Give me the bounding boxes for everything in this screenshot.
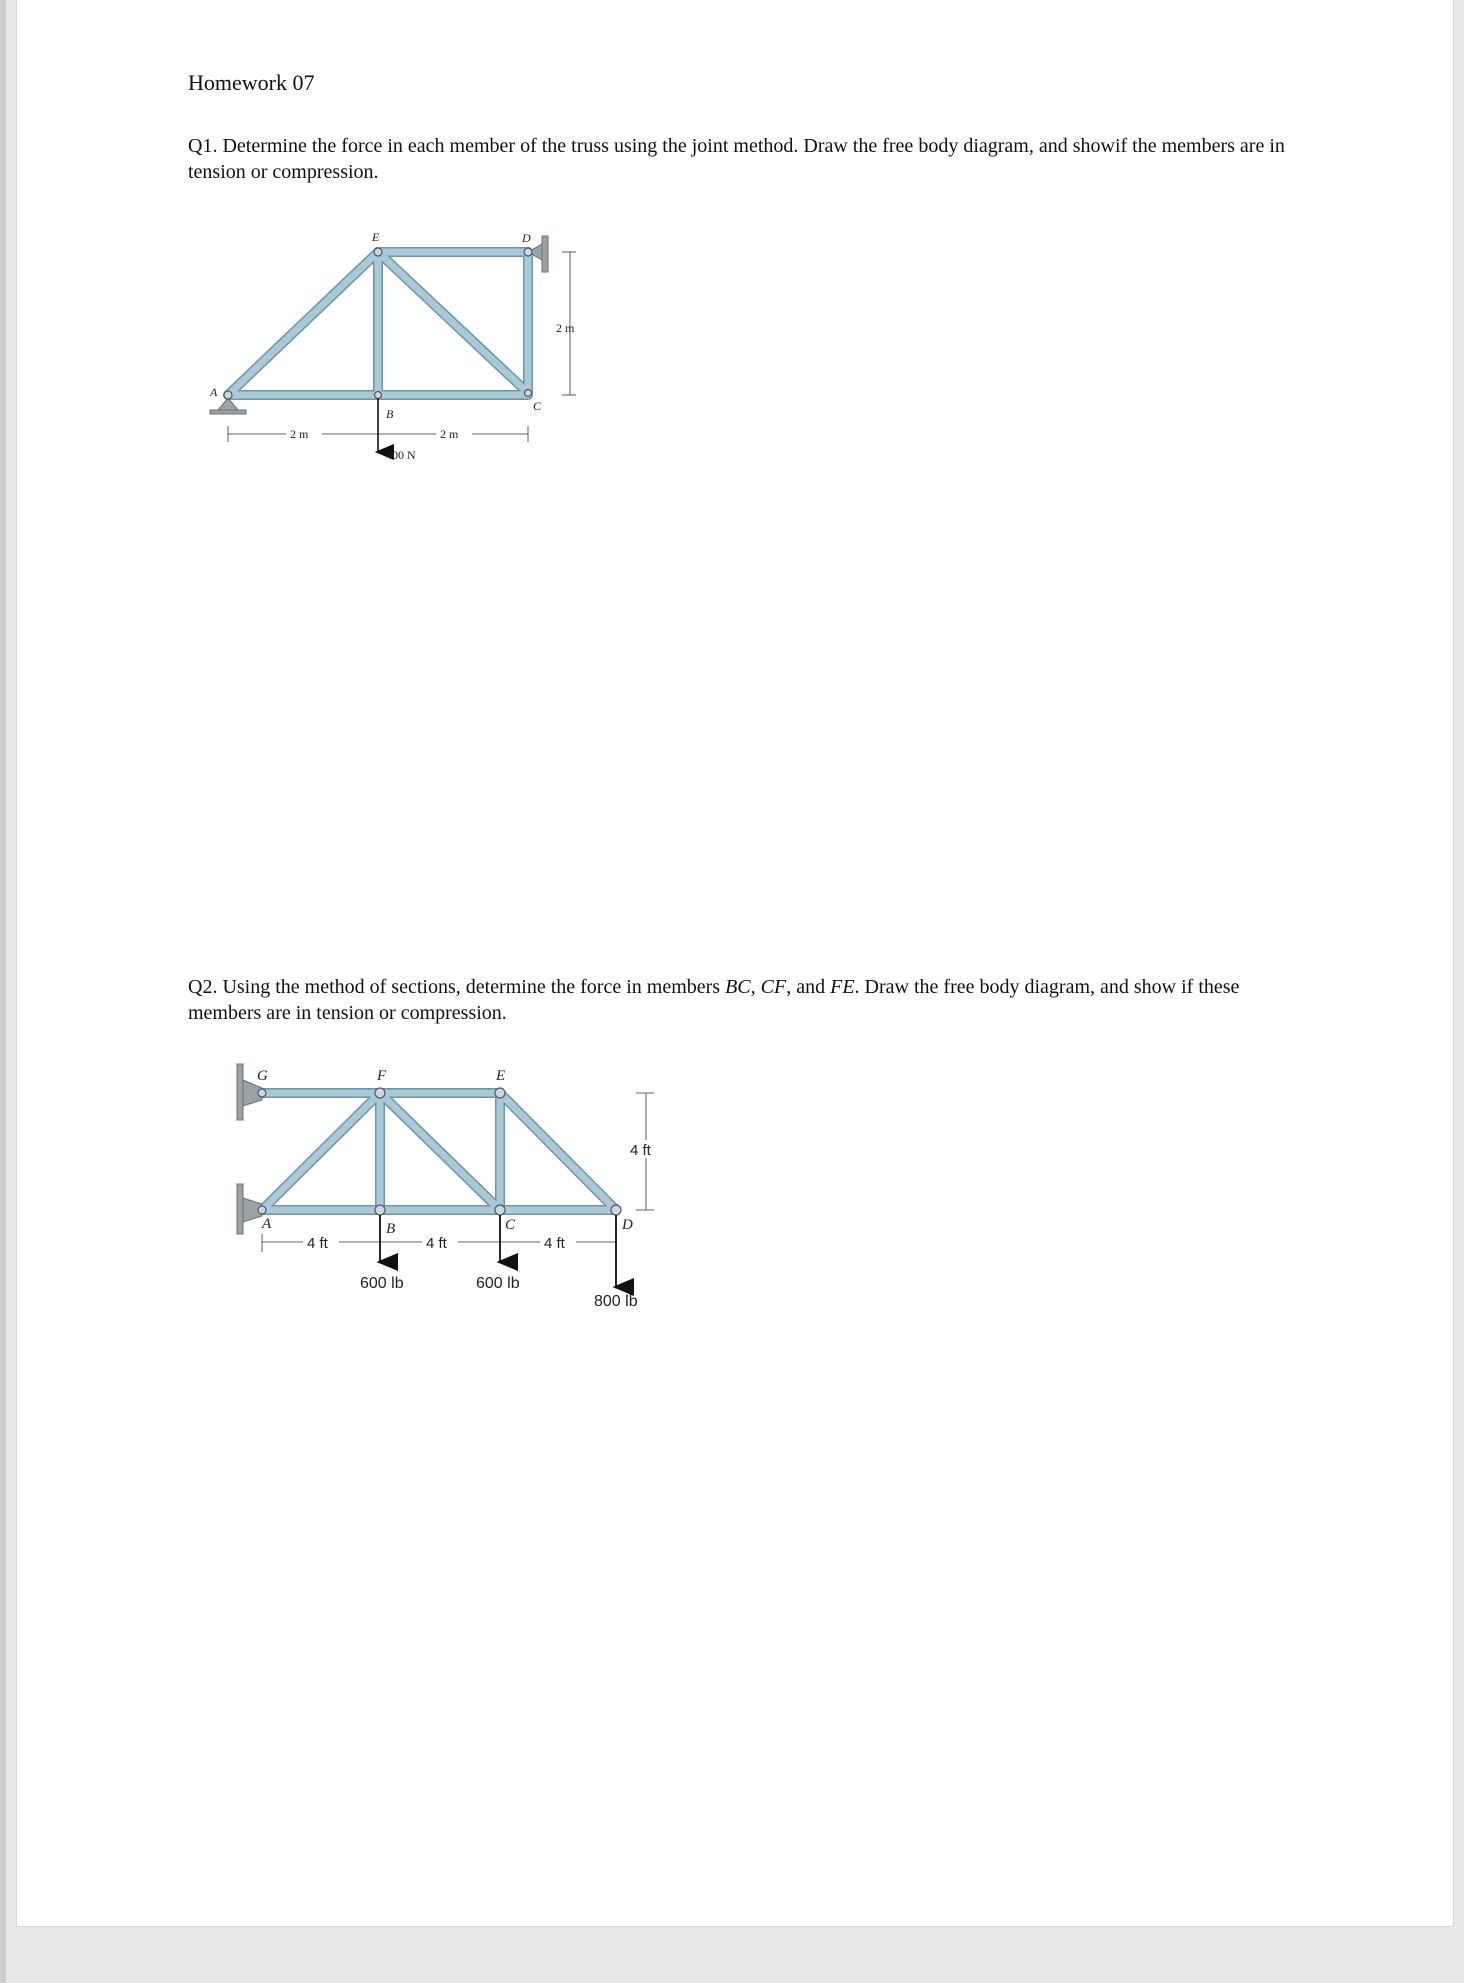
q2-sep-2: , and <box>786 976 831 998</box>
q1-label-e: E <box>372 230 380 244</box>
q1-label-b: B <box>386 407 394 421</box>
q2-load-c: 600 lb <box>476 1275 520 1292</box>
q1-dim-left: 2 m <box>290 427 309 441</box>
q2-label-a: A <box>262 1216 272 1232</box>
document-title: Homework 07 <box>188 70 315 95</box>
q1-load: 400 N <box>386 448 416 462</box>
q2-load-d: 800 lb <box>594 1293 638 1310</box>
q2-dim-3: 4 ft <box>544 1235 565 1252</box>
q1-label-c: C <box>533 399 542 413</box>
q1-dim-height: 2 m <box>556 321 575 335</box>
q2-label-b: B <box>386 1221 396 1237</box>
q2-dim-height: 4 ft <box>630 1142 651 1159</box>
question-1-text: Q1. Determine the force in each member of the truss using the joint method. Draw the free body diagram, and showif the members are in tension or compression. <box>188 135 1285 183</box>
q2-label-e: E <box>496 1068 506 1084</box>
q2-sep-1: , <box>750 976 761 998</box>
q1-label-d: D <box>522 231 531 245</box>
q1-dim-right: 2 m <box>440 427 459 441</box>
q2-label-f: F <box>377 1068 387 1084</box>
q2-label-g: G <box>257 1068 268 1084</box>
q2-label-c: C <box>505 1217 516 1233</box>
q2-text-after: . Draw the free body diagram, and show if these members are in tension or compression. <box>188 976 1240 1024</box>
q2-member-3: FE <box>830 976 855 998</box>
q2-member-1: BC <box>725 976 751 998</box>
q2-text-before: Q2. Using the method of sections, determine the force in members <box>188 976 726 998</box>
q1-label-a: A <box>210 385 218 399</box>
q2-member-2: CF <box>760 976 787 998</box>
q2-dim-1: 4 ft <box>307 1235 328 1252</box>
q2-load-b: 600 lb <box>360 1275 404 1292</box>
q2-label-d: D <box>622 1217 633 1233</box>
q2-dim-2: 4 ft <box>426 1235 447 1252</box>
